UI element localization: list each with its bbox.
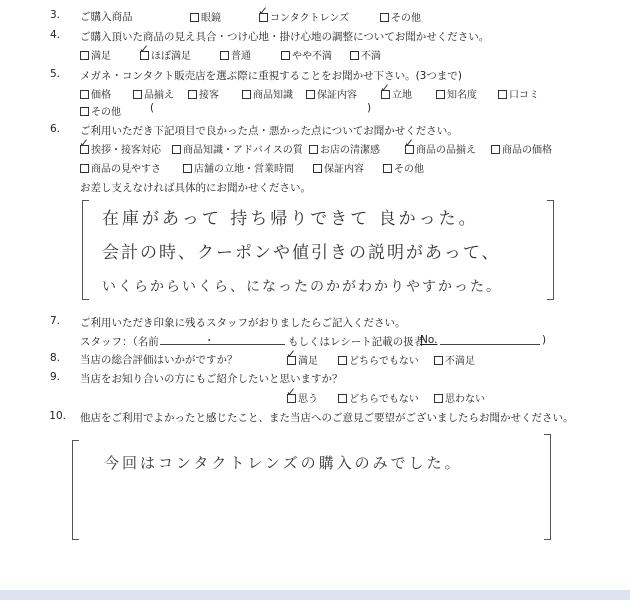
check-mark-icon: ✓	[139, 42, 150, 56]
q5-option-location[interactable]: ✓ 立地	[380, 81, 412, 101]
check-mark-icon: ✓	[79, 136, 90, 150]
checkbox[interactable]	[190, 13, 199, 22]
q4-option-satisfied[interactable]: 満足	[80, 47, 111, 62]
q4-option-somewhat-dissatisfied[interactable]: やや不満	[281, 47, 332, 62]
q8-option-dissatisfied[interactable]: 不満足	[434, 352, 475, 367]
q6-option-product-price[interactable]: 商品の価格	[491, 141, 552, 156]
q8-number: 8.	[49, 352, 60, 364]
checkbox[interactable]	[434, 394, 443, 403]
q7-dot: ・	[204, 335, 215, 347]
q9-option-yes[interactable]: ✓ 思う	[286, 385, 318, 405]
q6-option-other[interactable]: その他	[383, 160, 424, 175]
q9-text: 当店をお知り合いの方にもご紹介したいと思いますか？	[80, 373, 343, 385]
q9-option-no[interactable]: 思わない	[434, 390, 485, 405]
checkbox-checked[interactable]	[79, 136, 90, 154]
q3-text: ご購入商品	[80, 11, 133, 23]
q8-option-neutral[interactable]: どちらでもない	[338, 352, 419, 367]
q8-option-satisfied[interactable]: ✓ 満足	[286, 347, 318, 367]
q4-option-dissatisfied[interactable]: 不満	[350, 47, 381, 62]
q3-option-other[interactable]: その他	[380, 9, 421, 24]
q5-option-price[interactable]: 価格	[80, 86, 111, 101]
checkbox[interactable]	[220, 51, 229, 60]
checkbox[interactable]	[380, 13, 389, 22]
checkbox[interactable]	[350, 51, 359, 60]
checkbox[interactable]	[491, 145, 500, 154]
q7-receipt-label: もしくはレシート記載の扱者	[288, 336, 425, 348]
checkbox[interactable]	[183, 164, 192, 173]
checkbox[interactable]	[242, 90, 251, 99]
checkbox[interactable]	[80, 164, 89, 173]
q7-number: 7.	[49, 315, 60, 327]
q6-number: 6.	[49, 123, 60, 135]
checkbox[interactable]	[498, 90, 507, 99]
q4-text: ご購入頂いた商品の見え具合・つけ心地・掛け心地の調整についてお聞かせください。	[80, 31, 490, 43]
check-mark-icon: ✓	[380, 81, 391, 95]
checkbox-checked[interactable]	[404, 136, 415, 154]
checkbox[interactable]	[338, 394, 347, 403]
q6-option-product-range[interactable]: ✓ 商品の品揃え	[404, 136, 476, 156]
q7-staff-name-field[interactable]	[160, 344, 285, 345]
checkbox-checked[interactable]	[286, 347, 297, 365]
checkbox[interactable]	[309, 145, 318, 154]
checkbox[interactable]	[80, 107, 89, 116]
q10-answer-line-1[interactable]: 今回はコンタクトレンズの購入のみでした。	[104, 454, 463, 472]
q5-other-paren-close: )	[367, 102, 372, 114]
q6-option-warranty[interactable]: 保証内容	[313, 160, 364, 175]
q6-option-product-advice[interactable]: 商品知識・アドバイスの質	[172, 141, 303, 156]
q5-text: メガネ・コンタクト販売店を選ぶ際に重視することをお聞かせ下さい。(3つまで)	[80, 70, 462, 82]
q5-other-paren-open: (	[150, 102, 155, 114]
q6-detail-prompt: お差し支えなければ具体的にお聞かせください。	[80, 182, 311, 194]
q10-answer-bracket-right	[544, 434, 551, 540]
q9-option-neutral[interactable]: どちらでもない	[338, 390, 419, 405]
checkbox[interactable]	[133, 90, 142, 99]
checkbox-checked[interactable]	[139, 42, 150, 60]
q4-option-mostly-satisfied[interactable]: ✓ ほぼ満足	[139, 42, 191, 62]
checkbox[interactable]	[80, 90, 89, 99]
q6-answer-line-1[interactable]: 在庫があって 持ち帰りできて 良かった。	[102, 209, 479, 229]
checkbox[interactable]	[434, 356, 443, 365]
q10-answer-bracket-left	[72, 440, 79, 540]
q4-number: 4.	[49, 29, 60, 41]
page-footer-bar	[0, 590, 630, 600]
checkbox[interactable]	[281, 51, 290, 60]
q7-close-paren: )	[542, 334, 547, 346]
check-mark-icon: ✓	[258, 4, 269, 18]
check-mark-icon: ✓	[286, 385, 297, 399]
checkbox[interactable]	[80, 51, 89, 60]
q5-option-service[interactable]: 接客	[188, 86, 219, 101]
q5-number: 5.	[49, 68, 60, 80]
q9-number: 9.	[49, 371, 60, 383]
q10-number: 10.	[49, 410, 66, 422]
q5-option-recognition[interactable]: 知名度	[436, 86, 477, 101]
q5-option-warranty[interactable]: 保証内容	[306, 86, 357, 101]
q3-option-contacts[interactable]: ✓ コンタクトレンズ	[258, 4, 350, 24]
q5-option-product-knowledge[interactable]: 商品知識	[242, 86, 293, 101]
checkbox-checked[interactable]	[286, 385, 297, 403]
q6-answer-line-3[interactable]: いくらからいくら、になったのかがわかりやすかった。	[102, 279, 502, 295]
checkbox-checked[interactable]	[258, 4, 269, 22]
q3-option-glasses[interactable]: 眼鏡	[190, 9, 221, 24]
check-mark-icon: ✓	[286, 347, 297, 361]
q10-text: 他店をご利用でよかったと感じたこと、また当店へのご意見ご要望がございましたらお聞かせください。	[80, 412, 574, 424]
q6-option-visibility[interactable]: 商品の見やすさ	[80, 160, 161, 175]
q7-staff-label: スタッフ：（名前	[80, 336, 159, 348]
q5-option-other[interactable]: その他	[80, 103, 121, 118]
q6-option-greeting[interactable]: ✓ 挨拶・接客対応	[79, 136, 161, 156]
q6-text: ご利用いただき下記項目で良かった点・悪かった点についてお聞かせください。	[80, 125, 458, 137]
checkbox[interactable]	[338, 356, 347, 365]
q3-number: 3.	[49, 9, 60, 21]
q8-text: 当店の総合評価はいかがですか？	[80, 354, 238, 366]
check-mark-icon: ✓	[404, 136, 415, 150]
q7-text: ご利用いただき印象に残るスタッフがおりましたらご記入ください。	[80, 317, 406, 329]
checkbox[interactable]	[306, 90, 315, 99]
checkbox[interactable]	[188, 90, 197, 99]
q6-option-store-location-hours[interactable]: 店舗の立地・営業時間	[183, 160, 294, 175]
q6-answer-bracket-left	[82, 200, 89, 300]
checkbox[interactable]	[436, 90, 445, 99]
checkbox[interactable]	[313, 164, 322, 173]
q7-no-label: No.	[420, 334, 438, 346]
q7-receipt-number-field[interactable]	[440, 344, 540, 345]
checkbox[interactable]	[383, 164, 392, 173]
q4-option-normal[interactable]: 普通	[220, 47, 251, 62]
q6-answer-line-2[interactable]: 会計の時、クーポンや値引きの説明があって、	[102, 243, 501, 263]
q5-option-reviews[interactable]: 口コミ	[498, 86, 539, 101]
q6-option-cleanliness[interactable]: お店の清潔感	[309, 141, 380, 156]
checkbox-checked[interactable]	[380, 81, 391, 99]
q5-option-selection[interactable]: 品揃え	[133, 86, 174, 101]
q6-answer-bracket-right	[547, 200, 554, 300]
checkbox[interactable]	[172, 145, 181, 154]
